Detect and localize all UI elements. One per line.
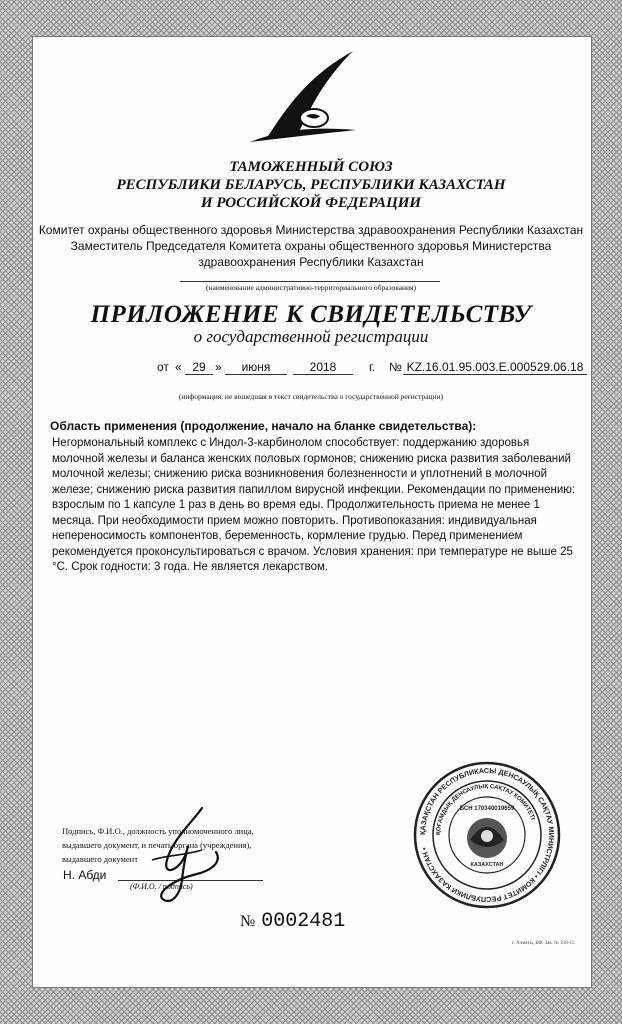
header-block	[0, 158, 622, 212]
signer-name: Н. Абди	[63, 868, 107, 882]
number-label: №	[389, 360, 402, 374]
serial-number	[240, 910, 345, 933]
scope-line: молочной железы; снижению риска возникновения болезненности и уплотнений в молочной	[52, 468, 547, 480]
customs-union-emblem-icon	[238, 46, 368, 146]
appendix-title: ПРИЛОЖЕНИЕ К СВИДЕТЕЛЬСТВУ	[90, 301, 532, 328]
committee-line-1: Комитет охраны общественного здоровья Министерства здравоохранения Республики Казахстан	[38, 223, 584, 237]
scope-line: месяца. При необходимости прием можно повторить. Противопоказания: индивидуальная	[52, 514, 537, 527]
seal-center-text: КАЗАХСТАН	[470, 862, 504, 868]
committee-caption: (наименование административно-территориального образования)	[205, 283, 416, 292]
seal-inner-text: ҚОҒАМДЫҚ ДЕНСАУЛЫҚ САҚТАУ КОМИТЕТІ	[435, 783, 536, 836]
signer-caption: (Ф.И.О. / подпись)	[130, 882, 193, 891]
serial-number-value: 0002481	[261, 910, 346, 933]
committee-line-2: Заместитель Председателя Комитета охраны общественного здоровья Министерства	[70, 239, 552, 253]
appendix-subtitle: о государственной регистрации	[193, 327, 429, 346]
committee-line-3: здравоохранения Республики Казахстан	[198, 255, 424, 269]
handwritten-signature-icon	[142, 800, 232, 910]
scope-line: Негормональный комплекс с Индол-3-карбинолом способствует: поддержанию здоровья	[52, 437, 530, 449]
registration-year: 2018	[293, 360, 353, 375]
serial-no-sign: №	[240, 913, 256, 930]
header-line-1: ТАМОЖЕННЫЙ СОЮЗ	[229, 159, 393, 175]
quote-close: »	[215, 360, 222, 374]
official-stamp-seal-icon	[412, 760, 562, 910]
quote-open: «	[175, 360, 182, 374]
scope-line: °С. Срок годности: 3 года. Не является лекарством.	[52, 561, 329, 573]
from-label: от	[157, 360, 169, 374]
seal-outer-text: ҚАЗАҚСТАН РЕСПУБЛИКАСЫ ДЕНСАУЛЫҚ САҚТАУ МИНИСТРЛІГІ • КОМИТЕТ РЕСПУБЛИКИ КАЗАХСТАН •	[417, 765, 557, 905]
year-suffix: г.	[369, 360, 376, 374]
scope-line: молочной железы и баланса женских половых гормонов; снижению риска развития заболеваний	[52, 452, 571, 465]
registration-month: июня	[225, 360, 287, 375]
header-line-3: И РОССИЙСКОЙ ФЕДЕРАЦИИ	[200, 195, 422, 211]
registration-note: (информация, не вошедшая в текст свидетельства о государственной регистрации)	[178, 392, 444, 401]
scope-heading: Область применения (продолжение, начало на бланке свидетельства):	[50, 419, 477, 433]
header-line-2: РЕСПУБЛИКИ БЕЛАРУСЬ, РЕСПУБЛИКИ КАЗАХСТАН	[116, 177, 506, 193]
scope-line: рекомендуется проконсультироваться с врачом. Условия хранения: при температуре не выше 25	[52, 545, 573, 558]
registration-day: 29	[185, 360, 213, 375]
scope-line: непереносимость компонентов, беременность, кормление грудью. Перед применением	[52, 530, 523, 542]
scope-text	[52, 436, 582, 576]
scope-line: железе; снижению риска развития папиллом вирусной инфекции. Рекомендации по применению:	[52, 483, 576, 496]
committee-underline	[180, 281, 440, 282]
signature-label-3: выдавшего документ	[62, 854, 138, 864]
committee-block	[0, 222, 622, 270]
registration-number: KZ.16.01.95.003.E.000529.06.18	[403, 360, 587, 375]
scope-line: взрослым по 1 капсуле 1 раз в день во время еды. Продолжительность приема не менее 1	[52, 499, 540, 511]
printer-note: г. Алматы, БФ. Зак. № 318-11.	[512, 941, 576, 946]
signature-label-2: выдавшего документ, и печать органа (учреждения),	[62, 840, 252, 850]
signature-label-1: Подпись, Ф.И.О., должность уполномоченного лица,	[62, 826, 254, 836]
seal-bin: БСН 170340019659	[459, 806, 515, 812]
